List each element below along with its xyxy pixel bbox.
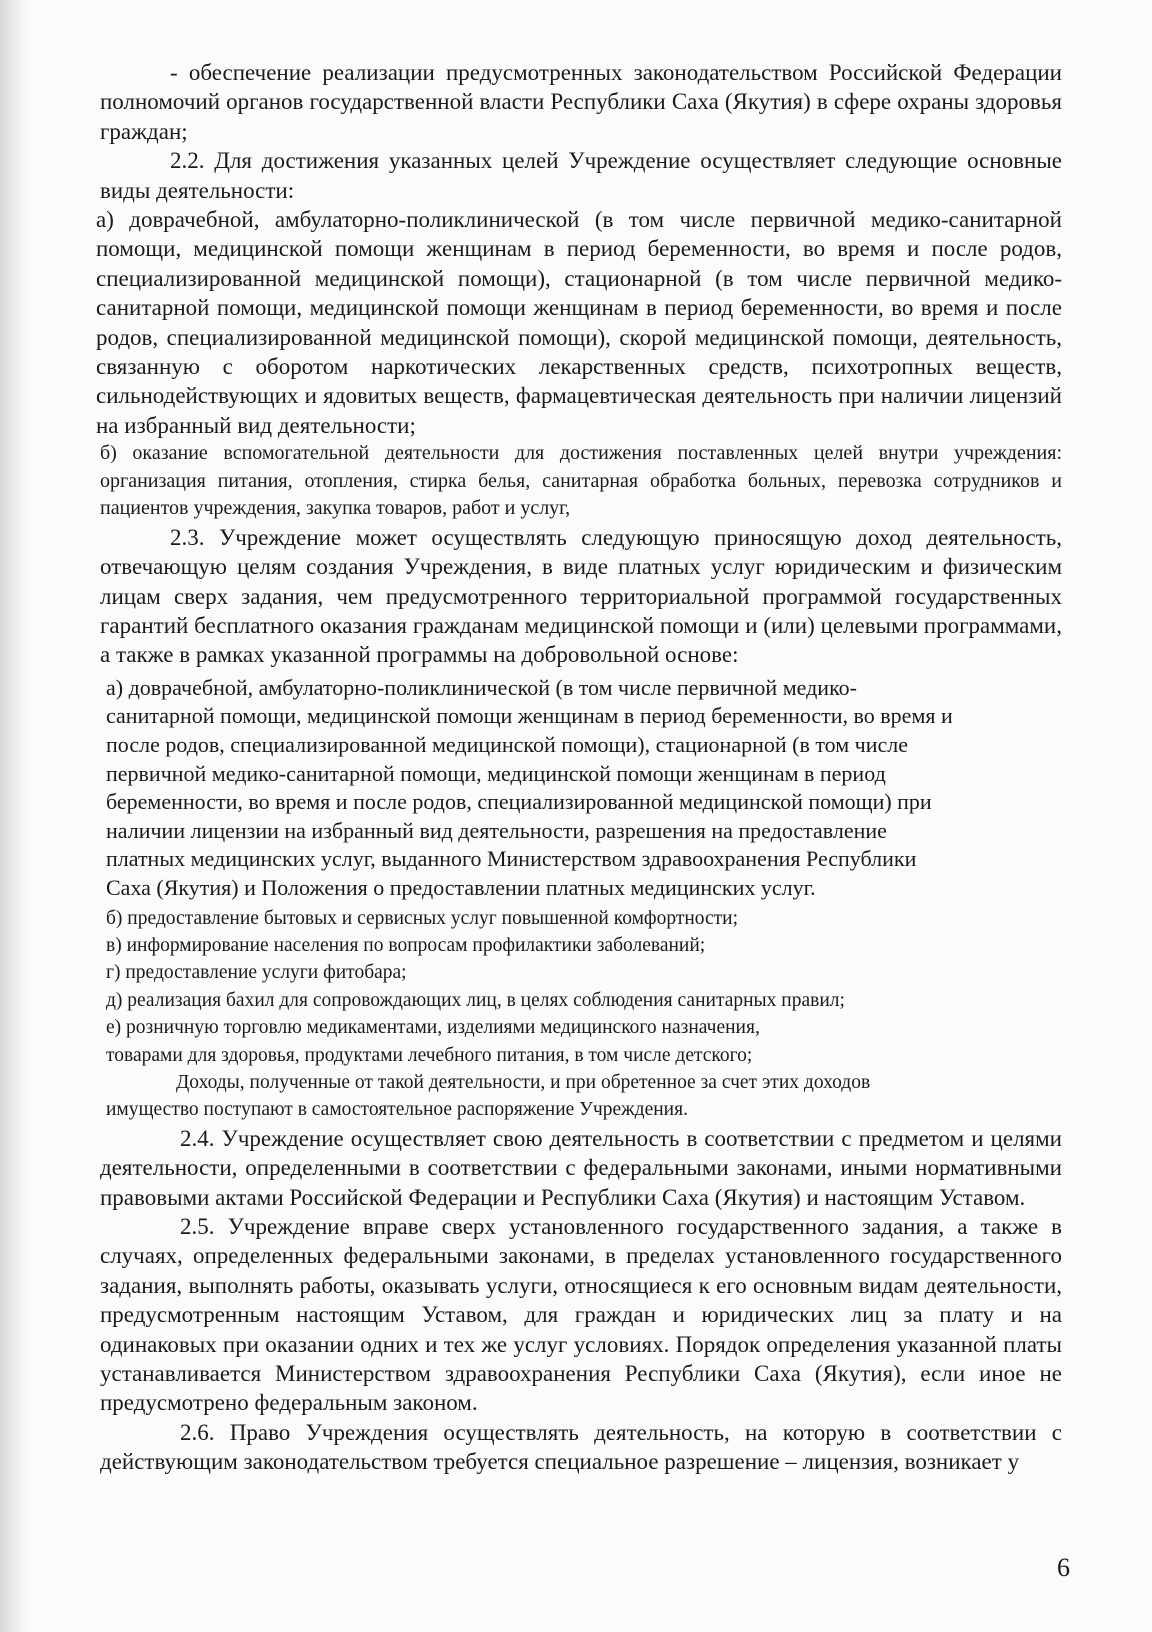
page-number: 6	[1057, 1553, 1070, 1582]
list-2-3-g: г) предоставление услуги фитобара;	[106, 962, 407, 984]
income-paragraph-cont: имущество поступают в самостоятельное распоряжение Учреждения.	[106, 1099, 688, 1121]
list-2-3-e: е) розничную торговлю медикаментами, изделиями медицинского назначения,	[106, 1017, 760, 1039]
paragraph-2-2: 2.2. Для достижения указанных целей Учреждение осуществляет следующие основные виды деятельности:	[100, 148, 1062, 203]
list-2-3-d: д) реализация бахил для сопровождающих лиц, в целях соблюдения санитарных правил;	[106, 989, 845, 1011]
list-2-3-a-line: беременности, во время и после родов, специализированной медицинской помощи) при	[106, 789, 932, 815]
paragraph-2-2-a: а) доврачебной, амбулаторно-поликлинической (в том числе первичной медико-санитарной помощи, медицинской помощи женщинам в период беременности, во время и после родов, специализированной медицинской помощи), стационарной (в том числе первичной медико-санитарной помощи, медицинской помощи женщинам в период беременности, во время и после родов, специализированной медицинской помощи), скорой медицинской помощи, деятельность, связанную с оборотом наркотических лекарственных средств, психотропных веществ, сильнодействующих и ядовитых веществ, фармацевтическая деятельность при наличии лицензий на избранный вид деятельности;	[96, 207, 1062, 438]
list-2-3-v: в) информирование населения по вопросам профилактики заболеваний;	[106, 934, 706, 956]
list-2-3-a-line: санитарной помощи, медицинской помощи женщинам в период беременности, во время и	[106, 703, 953, 729]
paragraph-2-4: 2.4. Учреждение осуществляет свою деятельность в соответствии с предметом и целями деятельности, определенными в соответствии с федеральными законами, иными нормативными правовыми актами Российской Федерации и Республики Саха (Якутия) и настоящим Уставом.	[100, 1125, 1062, 1210]
list-2-3-a-line: после родов, специализированной медицинской помощи), стационарной (в том числе	[106, 732, 909, 757]
list-2-3-b: б) предоставление бытовых и сервисных услуг повышенной комфортности;	[106, 907, 739, 929]
paragraph-2-3: 2.3. Учреждение может осуществлять следующую приносящую доход деятельность, отвечающую целям создания Учреждения, в виде платных услуг юридическим и физическим лицам сверх задания, чем предусмотренного территориальной программой государственных гарантий бесплатного оказания гражданам медицинской помощи и (или) целевыми программами, а также в рамках указанной программы на добровольной основе:	[100, 524, 1062, 668]
paragraph-goal-item: - обеспечение реализации предусмотренных законодательством Российской Федерации полномочий органов государственной власти Республики Саха (Якутия) в сфере охраны здоровья граждан;	[100, 60, 1062, 144]
income-paragraph: Доходы, полученные от такой деятельности, и при обретенное за счет этих доходов	[176, 1072, 871, 1093]
scan-edge-shadow	[0, 0, 30, 1632]
list-2-3-a-line: первичной медико-санитарной помощи, медицинской помощи женщинам в период	[106, 760, 886, 786]
paragraph-2-6: 2.6. Право Учреждения осуществлять деятельность, на которую в соответствии с действующим законодательством требуется специальное разрешение – лицензия, возникает у	[100, 1419, 1062, 1475]
list-2-3-a-line: а) доврачебной, амбулаторно-поликлинической (в том числе первичной медико-	[106, 674, 857, 700]
paragraph-2-5: 2.5. Учреждение вправе сверх установленного государственного задания, а также в случаях, определенных федеральными законами, в пределах установленного государственного задания, выполнять работы, оказывать услуги, относящиеся к его основным видам деятельности, предусмотренным настоящим Уставом, для граждан и юридических лиц за плату и на одинаковых при оказании одних и тех же услуг условиях. Порядок определения указанной платы устанавливается Министерством здравоохранения Республики Саха (Якутия), если иное не предусмотрено федеральным законом.	[100, 1214, 1062, 1416]
list-2-3-a-line: Саха (Якутия) и Положения о предоставлении платных медицинских услуг.	[106, 874, 816, 900]
paragraph-2-2-b: б) оказание вспомогательной деятельности для достижения поставленных целей внутри учреждения: организация питания, отопления, стирка белья, санитарная обработка больных, перевозка сотрудников и пациентов учреждения, закупка товаров, работ и услуг,	[100, 442, 1062, 520]
list-2-3-e-cont: товарами для здоровья, продуктами лечебного питания, в том числе детского;	[106, 1044, 753, 1066]
document-body	[96, 58, 1062, 1477]
list-2-3-a-line: наличии лицензии на избранный вид деятельности, разрешения на предоставление	[106, 817, 887, 843]
list-2-3-a-line: платных медицинских услуг, выданного Министерством здравоохранения Республики	[106, 846, 917, 872]
